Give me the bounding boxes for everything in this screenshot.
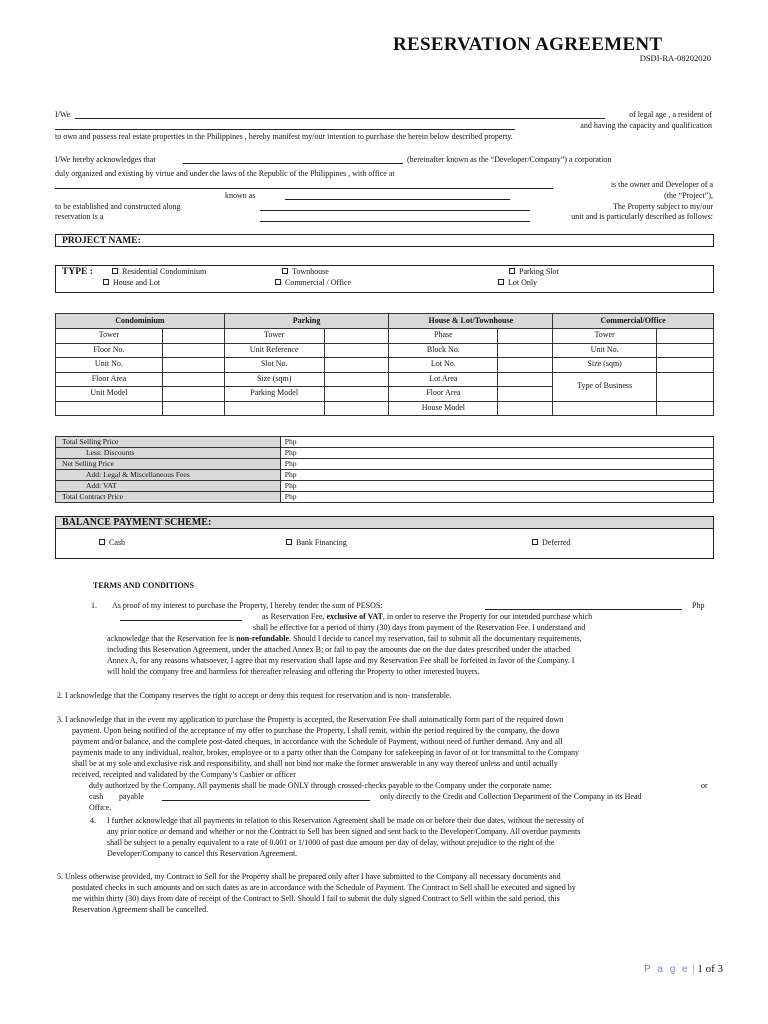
condo-area-label: Floor Area — [56, 372, 163, 387]
term3-or: or — [701, 781, 708, 790]
term5-line-a: 5. Unless otherwise provided, my Contract to Sell for the Property shall be prepared only after I have submitted to the Company all necessary documents and — [57, 872, 561, 881]
page-number: 1 of 3 — [697, 963, 723, 975]
pesos-amount-line[interactable] — [485, 609, 682, 610]
type-option-residential[interactable] — [112, 267, 206, 278]
php-amount-line[interactable] — [120, 620, 242, 621]
page-word: P a g e — [644, 964, 690, 975]
condo-floor-field[interactable] — [162, 343, 224, 358]
price-value-total-selling[interactable]: Php — [280, 437, 713, 448]
option-label: Residential Condominium — [122, 267, 207, 276]
office-address-line[interactable] — [55, 188, 553, 189]
empty-cell — [224, 401, 324, 416]
acknowledge-text: I/We hereby acknowledges that — [55, 155, 156, 164]
checkbox-icon — [282, 268, 288, 274]
legal-age-text: of legal age , a resident of — [629, 110, 712, 119]
payment-option-bank[interactable] — [286, 538, 347, 549]
type-option-house-lot[interactable] — [103, 278, 160, 289]
checkbox-icon — [286, 539, 292, 545]
unit-type-line[interactable] — [260, 221, 530, 222]
parking-slot-label: Slot No. — [224, 358, 324, 373]
comm-tower-label: Tower — [553, 329, 657, 344]
option-label: Cash — [109, 538, 125, 547]
house-model-label: House Model — [389, 401, 498, 416]
document-title: RESERVATION AGREEMENT — [393, 34, 663, 55]
term1-nonref-text: non-refundable — [236, 634, 290, 643]
unit-desc-text: unit and is particularly described as follows: — [571, 212, 713, 221]
type-label: TYPE : — [62, 267, 93, 277]
option-label: House and Lot — [113, 278, 161, 287]
term1-number: 1. — [91, 601, 97, 610]
parking-unitref-field[interactable] — [324, 343, 389, 358]
term3-cash: cash — [89, 792, 104, 801]
term4-line-b: any prior notice or demand and whether or not the Contract to Sell has been signed and sent back to the Developer/Company. All overdue payments — [107, 827, 581, 836]
term4-line-a: I further acknowledge that all payments in relation to this Reservation Agreement shall be made on or before their due dates, without the necessity of — [107, 816, 584, 825]
comm-size-field[interactable] — [657, 358, 714, 373]
price-label-fees: Add: Legal & Miscellaneous Fees — [56, 470, 281, 481]
payment-option-cash[interactable] — [99, 538, 125, 549]
type-option-townhouse[interactable] — [282, 267, 329, 278]
empty-cell — [657, 401, 714, 416]
payable-name-line[interactable] — [162, 800, 370, 801]
intent-text: to own and possess real estate properties in the Philippines , hereby manifest my/our intention to purchase the herein below described property. — [55, 132, 513, 141]
term3-line-f: received, receipted and validated by the Company’s Cashier or officer — [72, 770, 296, 779]
term1-b-text: as Reservation Fee, — [262, 612, 325, 621]
capacity-text: and having the capacity and qualification — [580, 121, 712, 130]
known-as-text: known as — [225, 191, 256, 200]
established-text: to be established and constructed along — [55, 202, 181, 211]
house-phase-label: Phase — [389, 329, 498, 344]
price-label-net-selling: Net Selling Price — [56, 459, 281, 470]
checkbox-icon — [498, 279, 504, 285]
comm-business-label: Type of Business — [553, 372, 657, 401]
term1-vat-text: exclusive of VAT — [326, 612, 383, 621]
address-line[interactable] — [55, 129, 515, 130]
empty-cell — [56, 401, 163, 416]
empty-cell — [162, 401, 224, 416]
option-label: Parking Slot — [519, 267, 559, 276]
house-lot-label: Lot No. — [389, 358, 498, 373]
parking-model-label: Parking Model — [224, 387, 324, 402]
term1-line-h: will hold the company free and harmless for thereafter releasing and offering the Property to other interested buyers. — [107, 667, 480, 676]
term1-line-a: As proof of my interest to purchase the Property, I hereby tender the sum of PESOS: — [112, 601, 383, 610]
document-id: DSDI-RA-08202020 — [639, 53, 711, 63]
price-value-fees[interactable]: Php — [280, 470, 713, 481]
price-value-discounts[interactable]: Php — [280, 448, 713, 459]
house-lot-field[interactable] — [498, 358, 553, 373]
term1-line-e — [107, 634, 582, 645]
price-value-total-contract[interactable]: Php — [280, 492, 713, 503]
parking-size-label: Size (sqm) — [224, 372, 324, 387]
condo-floor-label: Floor No. — [56, 343, 163, 358]
term5-line-d: Reservation Agreement shall be cancelled. — [72, 905, 209, 914]
term3-line-b: payment. Upon being notified of the acceptance of my offer to purchase the Property, I shall remit, within the period required by the company, the down — [72, 726, 560, 735]
parking-tower-field[interactable] — [324, 329, 389, 344]
term1-php: Php — [692, 601, 705, 610]
checkbox-icon — [509, 268, 515, 274]
checkbox-icon — [275, 279, 281, 285]
price-label-total-selling: Total Selling Price — [56, 437, 281, 448]
term3-line-e: shall be at my sole and exclusive risk and responsibility, and shall not bind nor make the former answerable in any way thereof unless and until actually — [72, 759, 558, 768]
price-label-total-contract: Total Contract Price — [56, 492, 281, 503]
term5-line-b: postdated checks in such amounts and on such dates as are in accordance with the Schedule of Payment. The Contract to Sell shall be executed and signed by — [72, 883, 576, 892]
term2-text: 2. I acknowledge that the Company reserves the right to accept or deny this request for reservation and is non- transferable. — [57, 691, 452, 700]
option-label: Lot Only — [508, 278, 538, 287]
term1-e1-text: acknowledge that the Reservation fee is — [107, 634, 235, 643]
header-house-lot: House & Lot/Townhouse — [389, 314, 553, 329]
type-option-lot-only[interactable] — [498, 278, 537, 289]
term4-line-c: shall be subject to a penalty equivalent to a rate of 0.001 or 1/1000 of past due amount per day of delay, without prejudice to the right of the — [107, 838, 555, 847]
type-box — [55, 265, 714, 293]
term4-line-d: Developer/Company to cancel this Reservation Agreement. — [107, 849, 298, 858]
house-block-field[interactable] — [498, 343, 553, 358]
header-parking: Parking — [224, 314, 389, 329]
empty-cell — [553, 401, 657, 416]
term1-e2-text: . Should I decide to cancel my reservation, fail to submit all the documentary requirements, — [289, 634, 582, 643]
condo-unit-label: Unit No. — [56, 358, 163, 373]
price-value-vat[interactable]: Php — [280, 481, 713, 492]
house-lotarea-label: Lot Area — [389, 372, 498, 387]
iwe-label: I/We — [55, 110, 71, 119]
term3-line-d: payments made to any individual, realtor, broker, employee or to a party other than the Company for safekeeping in favor of or for transmittal to the Company — [72, 748, 579, 757]
term4-number: 4. — [90, 816, 96, 825]
payment-scheme-header: BALANCE PAYMENT SCHEME: — [55, 516, 714, 529]
comm-unit-field[interactable] — [657, 343, 714, 358]
owner-text: is the owner and Developer of a — [610, 180, 713, 189]
developer-text: (hereinafter known as the “Developer/Company”) a corporation — [407, 155, 612, 164]
developer-name-line[interactable] — [183, 163, 403, 164]
header-condominium: Condominium — [56, 314, 225, 329]
term3-payable: payable — [119, 792, 144, 801]
house-floorarea-label: Floor Area — [389, 387, 498, 402]
type-option-commercial[interactable] — [275, 278, 351, 289]
buyer-name-line[interactable] — [75, 118, 605, 119]
comm-unit-label: Unit No. — [553, 343, 657, 358]
house-phase-field[interactable] — [498, 329, 553, 344]
reservation-is-text: reservation is a — [55, 212, 104, 221]
payment-option-deferred[interactable] — [532, 538, 570, 549]
organized-text: duly organized and existing by virtue and under the laws of the Republic of the Philippines , with office at — [55, 169, 395, 178]
page-separator: | — [692, 963, 695, 975]
condo-tower-field[interactable] — [162, 329, 224, 344]
option-label: Deferred — [542, 538, 571, 547]
condo-model-label: Unit Model — [56, 387, 163, 402]
parking-model-field[interactable] — [324, 387, 389, 402]
property-subject-text: The Property subject to my/our — [613, 202, 713, 211]
term3-line-h: only directly to the Credit and Collection Department of the Company in its Head — [380, 792, 642, 801]
option-label: Bank Financing — [296, 538, 347, 547]
header-commercial: Commercial/Office — [553, 314, 714, 329]
project-name-box[interactable] — [55, 234, 714, 247]
price-value-net-selling[interactable]: Php — [280, 459, 713, 470]
option-label: Townhouse — [292, 267, 329, 276]
term3-office: Office. — [89, 803, 112, 812]
house-block-label: Block No. — [389, 343, 498, 358]
price-label-vat: Add: VAT — [56, 481, 281, 492]
checkbox-icon — [532, 539, 538, 545]
house-model-field[interactable] — [498, 401, 553, 416]
condo-area-field[interactable] — [162, 372, 224, 387]
term1-line-b — [262, 612, 592, 623]
option-label: Commercial / Office — [285, 278, 352, 287]
comm-business-field[interactable] — [657, 372, 714, 401]
term1-line-g: Annex A, for any reasons whatsoever, I agree that my reservation shall lapse and my Reservation Fee shall be forfeited in favor of the Company. I — [107, 656, 575, 665]
condo-unit-field[interactable] — [162, 358, 224, 373]
known-as-line[interactable] — [285, 199, 510, 200]
page-footer — [644, 962, 723, 977]
checkbox-icon — [112, 268, 118, 274]
empty-cell — [324, 401, 389, 416]
price-table — [55, 436, 714, 503]
unit-details-table — [55, 313, 714, 416]
term1-c-text: , in order to reserve the Property for our intended purchase which — [382, 612, 593, 621]
term3-line-g: duly authorized by the Company. All payments shall be made ONLY through crossed-checks payable to the Company under the corporate name: — [89, 781, 552, 790]
term3-line-c: payment and/or balance, and the complete post-dated cheques, in accordance with the Schedule of Payment, without need of further demand. Any and all — [72, 737, 563, 746]
comm-size-label: Size (sqm) — [553, 358, 657, 373]
comm-tower-field[interactable] — [657, 329, 714, 344]
checkbox-icon — [103, 279, 109, 285]
term1-line-d: shall be effective for a period of thirty (30) days from payment of the Reservation Fee. I understand and — [253, 623, 586, 632]
condo-model-field[interactable] — [162, 387, 224, 402]
street-line[interactable] — [260, 210, 530, 211]
type-option-parking[interactable] — [509, 267, 559, 278]
parking-slot-field[interactable] — [324, 358, 389, 373]
parking-unitref-label: Unit Reference — [224, 343, 324, 358]
checkbox-icon — [99, 539, 105, 545]
project-ref-text: (the “Project”), — [664, 191, 713, 200]
term3-line-a: 3. I acknowledge that in the event my application to purchase the Property is accepted, the Reservation Fee shall automatically form part of the required down — [57, 715, 564, 724]
term5-line-c: me within thirty (30) days from date of receipt of the Contract to Sell. Should I fail to submit the duly signed Contract to Sell within the said period, this — [72, 894, 560, 903]
terms-heading: TERMS AND CONDITIONS — [93, 581, 194, 590]
house-floorarea-field[interactable] — [498, 387, 553, 402]
parking-tower-label: Tower — [224, 329, 324, 344]
term1-line-f: including this Reservation Agreement, under the attached Annex B; or fail to pay the amounts due on the due dates prescribed under the attached — [107, 645, 571, 654]
price-label-discounts: Less: Discounts — [56, 448, 281, 459]
house-lotarea-field[interactable] — [498, 372, 553, 387]
payment-scheme-box — [55, 528, 714, 559]
condo-tower-label: Tower — [56, 329, 163, 344]
parking-size-field[interactable] — [324, 372, 389, 387]
project-name-label: PROJECT NAME: — [62, 236, 141, 246]
